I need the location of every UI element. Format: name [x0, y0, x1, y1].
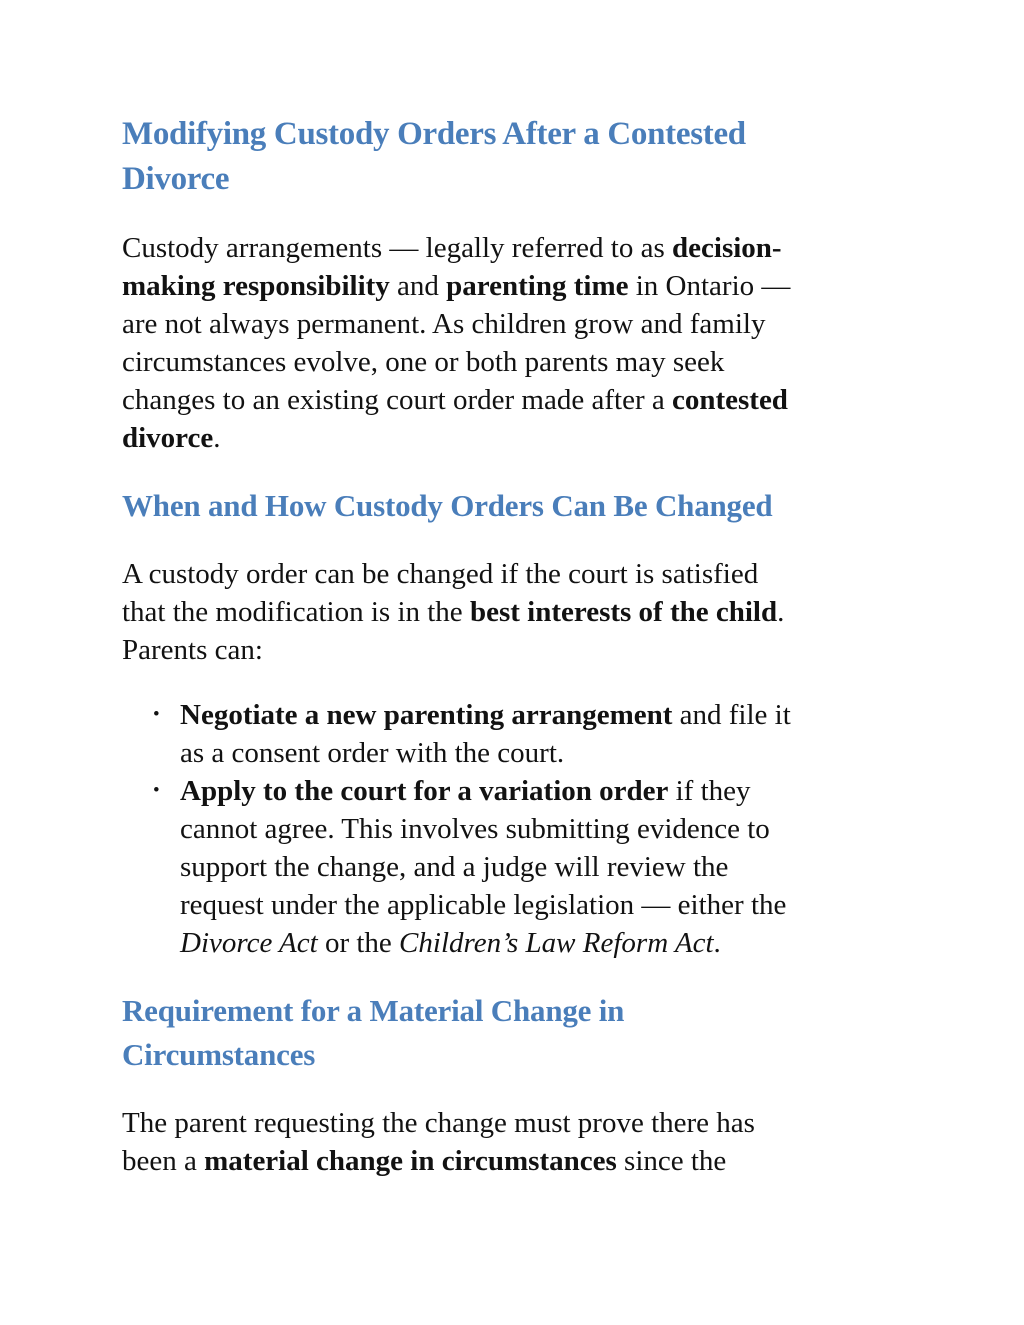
text-run: circumstances evolve, one or both parents may seek: [122, 346, 725, 378]
text-run: When and How Custody Orders Can Be Changed: [122, 488, 773, 523]
text-run: changes to an existing court order made after a: [122, 384, 672, 416]
text-run: and: [389, 270, 447, 302]
text-line: [180, 848, 904, 886]
text-run: if they: [668, 775, 751, 807]
text-run: request under the applicable legislation — either the: [180, 889, 787, 921]
paragraph: [122, 555, 904, 669]
text-line: [122, 343, 904, 381]
text-run: material change in circumstances: [204, 1145, 617, 1177]
text-line: [180, 734, 904, 772]
text-run: are not always permanent. As children grow and family: [122, 308, 766, 340]
text-run: parenting time: [446, 270, 629, 302]
text-line: [122, 484, 904, 528]
text-run: since the: [616, 1145, 727, 1177]
text-line: [122, 157, 904, 202]
text-run: support the change, and a judge will review the: [180, 851, 729, 883]
text-run: Negotiate a new parenting arrangement: [180, 699, 673, 731]
text-run: The parent requesting the change must prove there has: [122, 1107, 755, 1139]
document-content: [122, 112, 904, 1180]
text-run: Custody arrangements — legally referred to as: [122, 232, 673, 264]
text-line: [180, 696, 904, 734]
text-line: [180, 924, 904, 962]
section-heading: [122, 484, 904, 528]
text-run: as a consent order with the court.: [180, 737, 565, 769]
text-run: .: [213, 422, 221, 454]
text-run: A custody order can be changed if the court is satisfied: [122, 558, 759, 590]
text-run: .: [777, 596, 785, 628]
section-heading: [122, 989, 904, 1077]
text-run: Apply to the court for a variation order: [180, 775, 669, 807]
text-line: [122, 631, 904, 669]
text-line: [180, 886, 904, 924]
paragraph: [122, 1104, 904, 1180]
text-run: cannot agree. This involves submitting evidence to: [180, 813, 770, 845]
paragraph: [122, 229, 904, 457]
text-run: or the: [317, 927, 400, 959]
text-run: .: [713, 927, 721, 959]
bullet-list: [122, 696, 904, 962]
text-run: contested: [671, 384, 788, 416]
text-run: Divorce: [122, 161, 230, 197]
text-run: and file it: [672, 699, 791, 731]
text-run: making responsibility: [122, 270, 390, 302]
text-line: [122, 555, 904, 593]
text-line: [122, 305, 904, 343]
text-run: Parents can:: [122, 634, 263, 666]
text-run: that the modification is in the: [122, 596, 470, 628]
text-line: [122, 419, 904, 457]
text-line: [122, 593, 904, 631]
text-run: Divorce Act: [180, 927, 318, 959]
text-line: [122, 112, 904, 157]
text-line: [122, 1033, 904, 1077]
text-line: [122, 267, 904, 305]
bullet-item: [122, 696, 904, 772]
text-run: Circumstances: [122, 1037, 316, 1072]
bullet-icon: •: [153, 704, 160, 725]
bullet-icon: •: [153, 780, 160, 801]
text-run: in Ontario —: [628, 270, 791, 302]
text-run: divorce: [122, 422, 214, 454]
text-run: Requirement for a Material Change in: [122, 993, 625, 1028]
text-run: Modifying Custody Orders After a Contested: [122, 116, 746, 152]
text-run: best interests of the child: [469, 596, 778, 628]
text-line: [122, 1104, 904, 1142]
text-line: [122, 229, 904, 267]
text-run: been a: [122, 1145, 205, 1177]
text-line: [122, 1142, 904, 1180]
text-line: [122, 989, 904, 1033]
text-line: [180, 772, 904, 810]
bullet-item: [122, 772, 904, 962]
document-title: [122, 112, 904, 202]
text-run: Children’s Law Reform Act: [399, 927, 714, 959]
text-run: decision-: [672, 232, 782, 264]
text-line: [122, 381, 904, 419]
text-line: [180, 810, 904, 848]
